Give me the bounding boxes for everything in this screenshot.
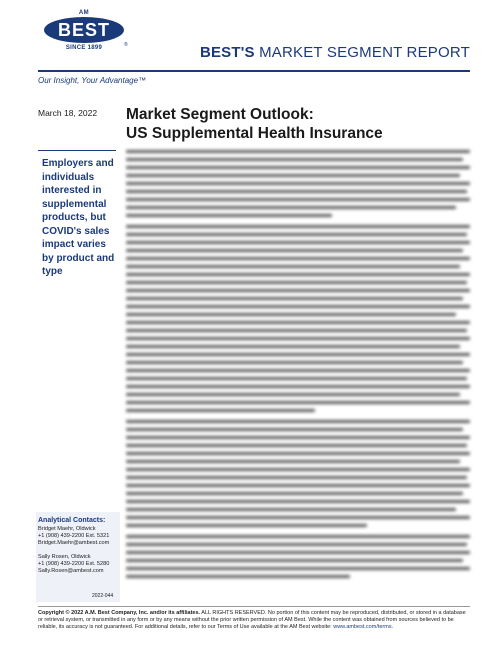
page-title [126, 105, 470, 143]
sidebar-divider [38, 150, 116, 151]
contact-phone: +1 (908) 439-2200 Ext. 5321 [38, 533, 110, 539]
footer-divider [38, 606, 470, 607]
terms-end: . [391, 624, 394, 630]
title-line-2: US Supplemental Health Insurance [126, 125, 383, 142]
logo-since-text: SINCE 1899 [65, 45, 103, 51]
contact-name: Sally Rosen, Oldwick [38, 554, 91, 560]
copyright-footer [38, 610, 470, 631]
terms-link[interactable]: www.ambest.com/terms [333, 624, 392, 630]
am-best-logo[interactable] [38, 10, 130, 68]
contact-email-link[interactable]: Sally.Rosen@ambest.com [38, 568, 104, 574]
document-number: 2022-044 [92, 593, 114, 599]
registered-mark: ® [124, 42, 128, 48]
report-series-title [200, 44, 470, 61]
logo-name-text: BEST [57, 20, 110, 40]
header-divider [38, 70, 470, 72]
analytical-contacts [38, 517, 118, 575]
publication-date: March 18, 2022 [38, 108, 98, 118]
body-paragraph [126, 535, 470, 578]
body-paragraph [126, 420, 470, 527]
rights-text: ALL RIGHTS RESERVED. No portion of this content may be reproduced, distributed, or stored in a database or retrieval system, or transmitted in any form or by any means without the prior written permission of AM Best. While the content was obtained from sources believed to be reliable, its accuracy is not guaranteed. For additional details, refer to our Terms of Use available at the AM Best website: [38, 610, 466, 630]
copyright-notice: Copyright © 2022 A.M. Best Company, Inc. and/or its affiliates. [38, 610, 201, 616]
contact-phone: +1 (908) 439-2200 Ext. 5280 [38, 561, 110, 567]
contact-email-link[interactable]: Bridget.Maehr@ambest.com [38, 540, 110, 546]
blurred-body-text [126, 150, 470, 586]
body-paragraph [126, 225, 470, 412]
logo-am-text: AM [78, 10, 90, 16]
pull-quote: Employers and individuals interested in supplemental products, but COVID's sales impact varies by product and type [42, 158, 115, 277]
report-title-rest: MARKET SEGMENT REPORT [254, 44, 470, 61]
report-header [0, 0, 500, 85]
body-paragraph [126, 150, 470, 217]
contact-name: Bridget Maehr, Oldwick [38, 526, 96, 532]
title-line-1: Market Segment Outlook: [126, 106, 314, 123]
report-title-bold: BEST'S [199, 44, 255, 61]
tagline: Our Insight, Your Advantage™ [38, 76, 147, 85]
contacts-heading: Analytical Contacts: [38, 517, 106, 524]
